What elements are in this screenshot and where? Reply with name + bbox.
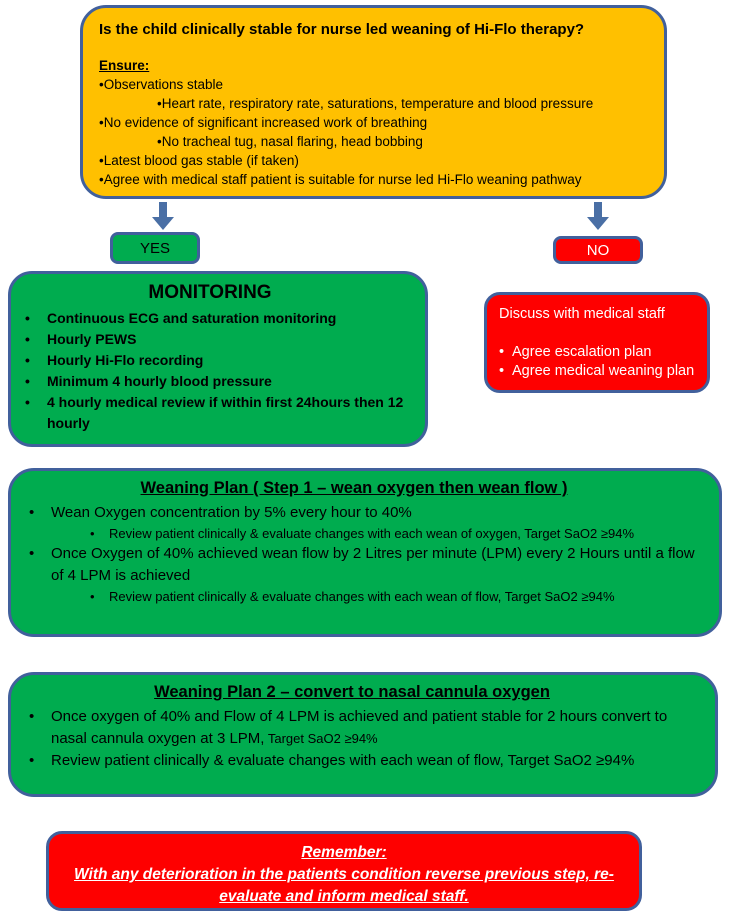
bullet-tail-text: Target SaO2 ≥94% (264, 731, 378, 746)
bullet-text: Heart rate, respiratory rate, saturations, temperature and blood pressure (161, 96, 594, 111)
bullet-item (99, 75, 648, 94)
bullet-marker: • (29, 504, 35, 521)
yes-arrow-stem (159, 202, 167, 217)
bullet-item (99, 113, 648, 132)
bullet-marker: • (157, 134, 162, 149)
weaning-plan-1-title: Weaning Plan ( Step 1 – wean oxygen then wean flow ) (140, 479, 568, 497)
bullet-text: Observations stable (103, 77, 224, 92)
no-label: NO (586, 241, 610, 259)
yes-box (110, 232, 200, 264)
bullet-marker: • (90, 526, 95, 541)
bullet-item (11, 502, 697, 524)
bullet-text: Continuous ECG and saturation monitoring (47, 310, 337, 326)
bullet-item (11, 392, 409, 434)
bullet-item (11, 750, 693, 772)
bullet-marker: • (157, 96, 162, 111)
ensure-label: Ensure: (99, 58, 150, 73)
bullet-marker: • (99, 115, 104, 130)
question-box (80, 5, 667, 199)
bullet-text: Agree medical weaning plan (512, 363, 695, 379)
remember-body: With any deterioration in the patients condition reverse previous step, re-evaluate and inform medical staff. (74, 866, 614, 905)
bullet-item (11, 524, 697, 543)
bullet-item (11, 543, 697, 587)
bullet-marker: • (99, 172, 104, 187)
bullet-marker: • (25, 331, 30, 347)
monitoring-title: MONITORING (148, 282, 272, 303)
bullet-text: Review patient clinically & evaluate changes with each wean of oxygen, Target SaO2 ≥94% (109, 526, 635, 541)
no-arrow-stem (594, 202, 602, 217)
monitoring-box (8, 271, 428, 447)
bullet-marker: • (499, 363, 505, 379)
bullet-text: Latest blood gas stable (if taken) (103, 153, 299, 168)
bullet-item (11, 350, 409, 371)
bullet-item (11, 371, 409, 392)
bullet-marker: • (29, 545, 35, 562)
bullet-item (99, 170, 648, 189)
yes-arrow (152, 202, 174, 230)
bullet-text: Hourly PEWS (47, 331, 137, 347)
bullet-marker: • (29, 752, 35, 769)
bullet-text: Once oxygen of 40% and Flow of 4 LPM is achieved and patient stable for 2 hours convert to nasal cannula oxygen at 3 LPM, Target SaO2 ≥94% (51, 708, 668, 747)
bullet-text: Review patient clinically & evaluate changes with each wean of flow, Target SaO2 ≥94% (51, 752, 635, 769)
bullet-item (11, 329, 409, 350)
bullet-item (99, 151, 648, 170)
bullet-marker: • (25, 352, 30, 368)
discuss-list (499, 343, 697, 381)
bullet-text: Once Oxygen of 40% achieved wean flow by 2 Litres per minute (LPM) every 2 Hours until a flow of 4 LPM is achieved (51, 545, 695, 584)
bullet-item (499, 343, 697, 362)
yes-arrow-head (152, 217, 174, 230)
bullet-item (499, 362, 697, 381)
bullet-marker: • (99, 153, 104, 168)
bullet-marker: • (25, 373, 30, 389)
bullet-text: Agree with medical staff patient is suitable for nurse led Hi-Flo weaning pathway (103, 172, 582, 187)
remember-box (46, 831, 642, 911)
bullet-text: 4 hourly medical review if within first 24hours then 12 hourly (47, 394, 404, 431)
discuss-title: Discuss with medical staff (499, 306, 665, 322)
remember-title: Remember: (301, 844, 387, 861)
bullet-item (99, 94, 648, 113)
bullet-text: Wean Oxygen concentration by 5% every hour to 40% (51, 504, 412, 521)
bullet-marker: • (25, 310, 30, 326)
weaning-plan-2-title: Weaning Plan 2 – convert to nasal cannula oxygen (154, 683, 550, 701)
bullet-marker: • (99, 77, 104, 92)
discuss-box (484, 292, 710, 393)
bullet-item (11, 706, 693, 750)
question-title: Is the child clinically stable for nurse led weaning of Hi-Flo therapy? (99, 21, 585, 38)
bullet-marker: • (29, 708, 35, 725)
bullet-marker: • (90, 589, 95, 604)
bullet-item (99, 132, 648, 151)
bullet-text: Hourly Hi-Flo recording (47, 352, 204, 368)
bullet-marker: • (499, 344, 505, 360)
bullet-item (11, 587, 697, 606)
no-arrow-head (587, 217, 609, 230)
no-box (553, 236, 643, 264)
bullet-text: Minimum 4 hourly blood pressure (47, 373, 272, 389)
ensure-list (99, 75, 648, 189)
bullet-text: No tracheal tug, nasal flaring, head bobbing (161, 134, 423, 149)
weaning-plan-1-box (8, 468, 722, 637)
bullet-text: No evidence of significant increased work of breathing (103, 115, 428, 130)
monitoring-list (11, 308, 409, 434)
bullet-marker: • (25, 394, 30, 410)
weaning-plan-2-box (8, 672, 718, 797)
weaning-plan-1-list (11, 502, 697, 606)
no-arrow (587, 202, 609, 230)
weaning-plan-2-list (11, 706, 693, 772)
bullet-item (11, 308, 409, 329)
yes-label: YES (139, 239, 170, 257)
bullet-text: Agree escalation plan (512, 344, 652, 360)
bullet-text: Review patient clinically & evaluate changes with each wean of flow, Target SaO2 ≥94% (109, 589, 615, 604)
